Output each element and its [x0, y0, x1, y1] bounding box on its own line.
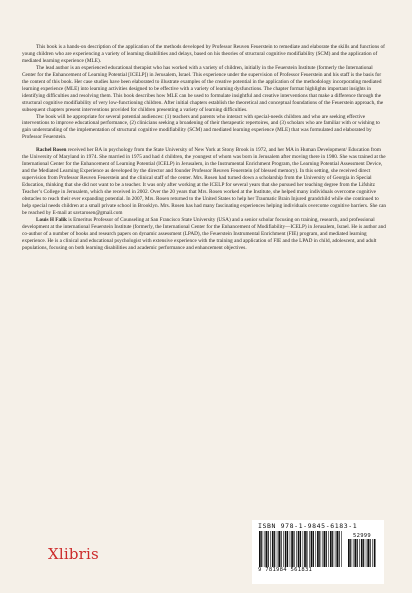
author-bio-text-falik: is Emeritus Professor of Counseling at San Francisco State University (USA) and a senior scholar focusing on training, research, and professional development at the international Feuerstein Institute (formerly, the International Center for the Enhancement of Modifiability—ICELP) in Jerusalem, Israel. He is author and co-author of a number of books and research papers on dynamic assessment (LPAD), the Feuerstein Instrumental Enrichment (FIE) program, and mediated learning experience. He is a clinical and educational psychologist with extensive experience with the training and application of FIE and the LPAD in child, adolescent, and adult populations, focusing on both learning disabilities and academic performance and enhancement objectives. — [22, 216, 386, 251]
author-bio-falik — [22, 217, 388, 252]
barcode-block — [252, 520, 384, 584]
author-name-rosen: Rachel Rosen — [36, 147, 67, 154]
author-bio-rosen — [22, 147, 388, 217]
barcode-digits: 9 781984 561831 — [258, 567, 313, 573]
publisher-logo: Xlibris — [48, 545, 99, 563]
description-paragraph-1: This book is a hands-on description of the application of the methods developed by Professor Reuven Feuerstein to remediate and elaborate the skills and functions of young children who are experiencing a variety of learning disabilities and delays, based on his theories of structural cognitive modifiability (SCM) and the application of mediated learning experience (MLE). — [22, 44, 385, 64]
price-barcode-graphic — [347, 539, 377, 567]
author-bio-text-rosen: received her BA in psychology from the State University of New York at Stony Brook in 1972, and her MA in Human Development/ Education from the University of Maryland in 1974. She married in 1975 and had 4 children, the youngest of whom was born in Jerusalem after moving there in 1980. She was trained at the International Center for the Enhancement of Learning Potential (ICELP) in Jerusalem, in the Instrumental Enrichment Program, the Learning Potential Assessment Device, and the Mediated Learning Experience as developed by the director and founder Professor Reuven Feuerstein (of blessed memory). In this setting, she received direct supervision from Professor Reuven Feuerstein and the clinical staff of the center. Mrs. Rosen had turned down a scholarship from the University of Georgia in Special Education, thinking that she did not want to be a teacher. It was only after working at the ICELP for several years that she pursued her teaching degree from the Lifshitz Teacher’s College in Jerusalem, which she received in 2002. Over the 20 years that Mrs. Rosen worked at the Institute, she helped many individuals overcome cognitive obstacles to reach their ever expanding potential. In 2007, Mrs. Rosen returned to the United States to help her Traumatic Brain Injured grandchild while she continued to help special needs children at a small private school in Brooklyn. Mrs. Rosen has had many fascinating experiences helping individuals overcome cognitive barriers. She can be reached by E-mail at savtarosen@gmail.com — [22, 147, 387, 216]
author-name-falik: Louis H Falik — [36, 216, 67, 223]
cover-text — [22, 44, 388, 252]
description-paragraph-3: The book will be appropriate for several potential audiences: (1) teachers and parents who interact with special-needs children and who are seeking effective interventions to improve educational performance, (2) clinicians seeking a broadening of their therapeutic repertoires, and (3) scholars who are familiar with or wishing to gain understanding of the implementation of structural cognitive modifiability (SCM) and mediated learning experience (MLE) that was formulated and elaborated by Professor Feuerstein. — [22, 113, 380, 141]
description-paragraph-2: The lead author is an experienced educational therapist who has worked with a variety of children, initially in the Feuerstein Institute (formerly the International Center for the Enhancement of Learning Potential [ICELP]) in Jerusalem, Israel. This experience under the supervision of Professor Feuerstein and his staff is the basis for the content of this book. Her case studies have been elaborated to illustrate examples of the creative potential in the application of the methodology incorporating mediated learning experience (MLE) into learning activities designed to be effective with a variety of learning dysfunctions. The chapter format highlights important insights in identifying difficulties and resolving them. This book describes how MLE can be used to formulate insightful and creative interventions that make a difference through the structural cognitive modifiability of very low-functioning children. After initial chapters establish the theoretical and conceptual foundations of the Feuerstein approach, the subsequent chapters present interventions provided for children presenting a variety of learning difficulties. — [22, 64, 384, 113]
cover-footer — [0, 520, 412, 593]
barcode-graphic — [258, 531, 344, 567]
isbn-label: ISBN 978-1-9845-6183-1 — [258, 522, 358, 530]
price-code: 52999 — [352, 533, 372, 539]
